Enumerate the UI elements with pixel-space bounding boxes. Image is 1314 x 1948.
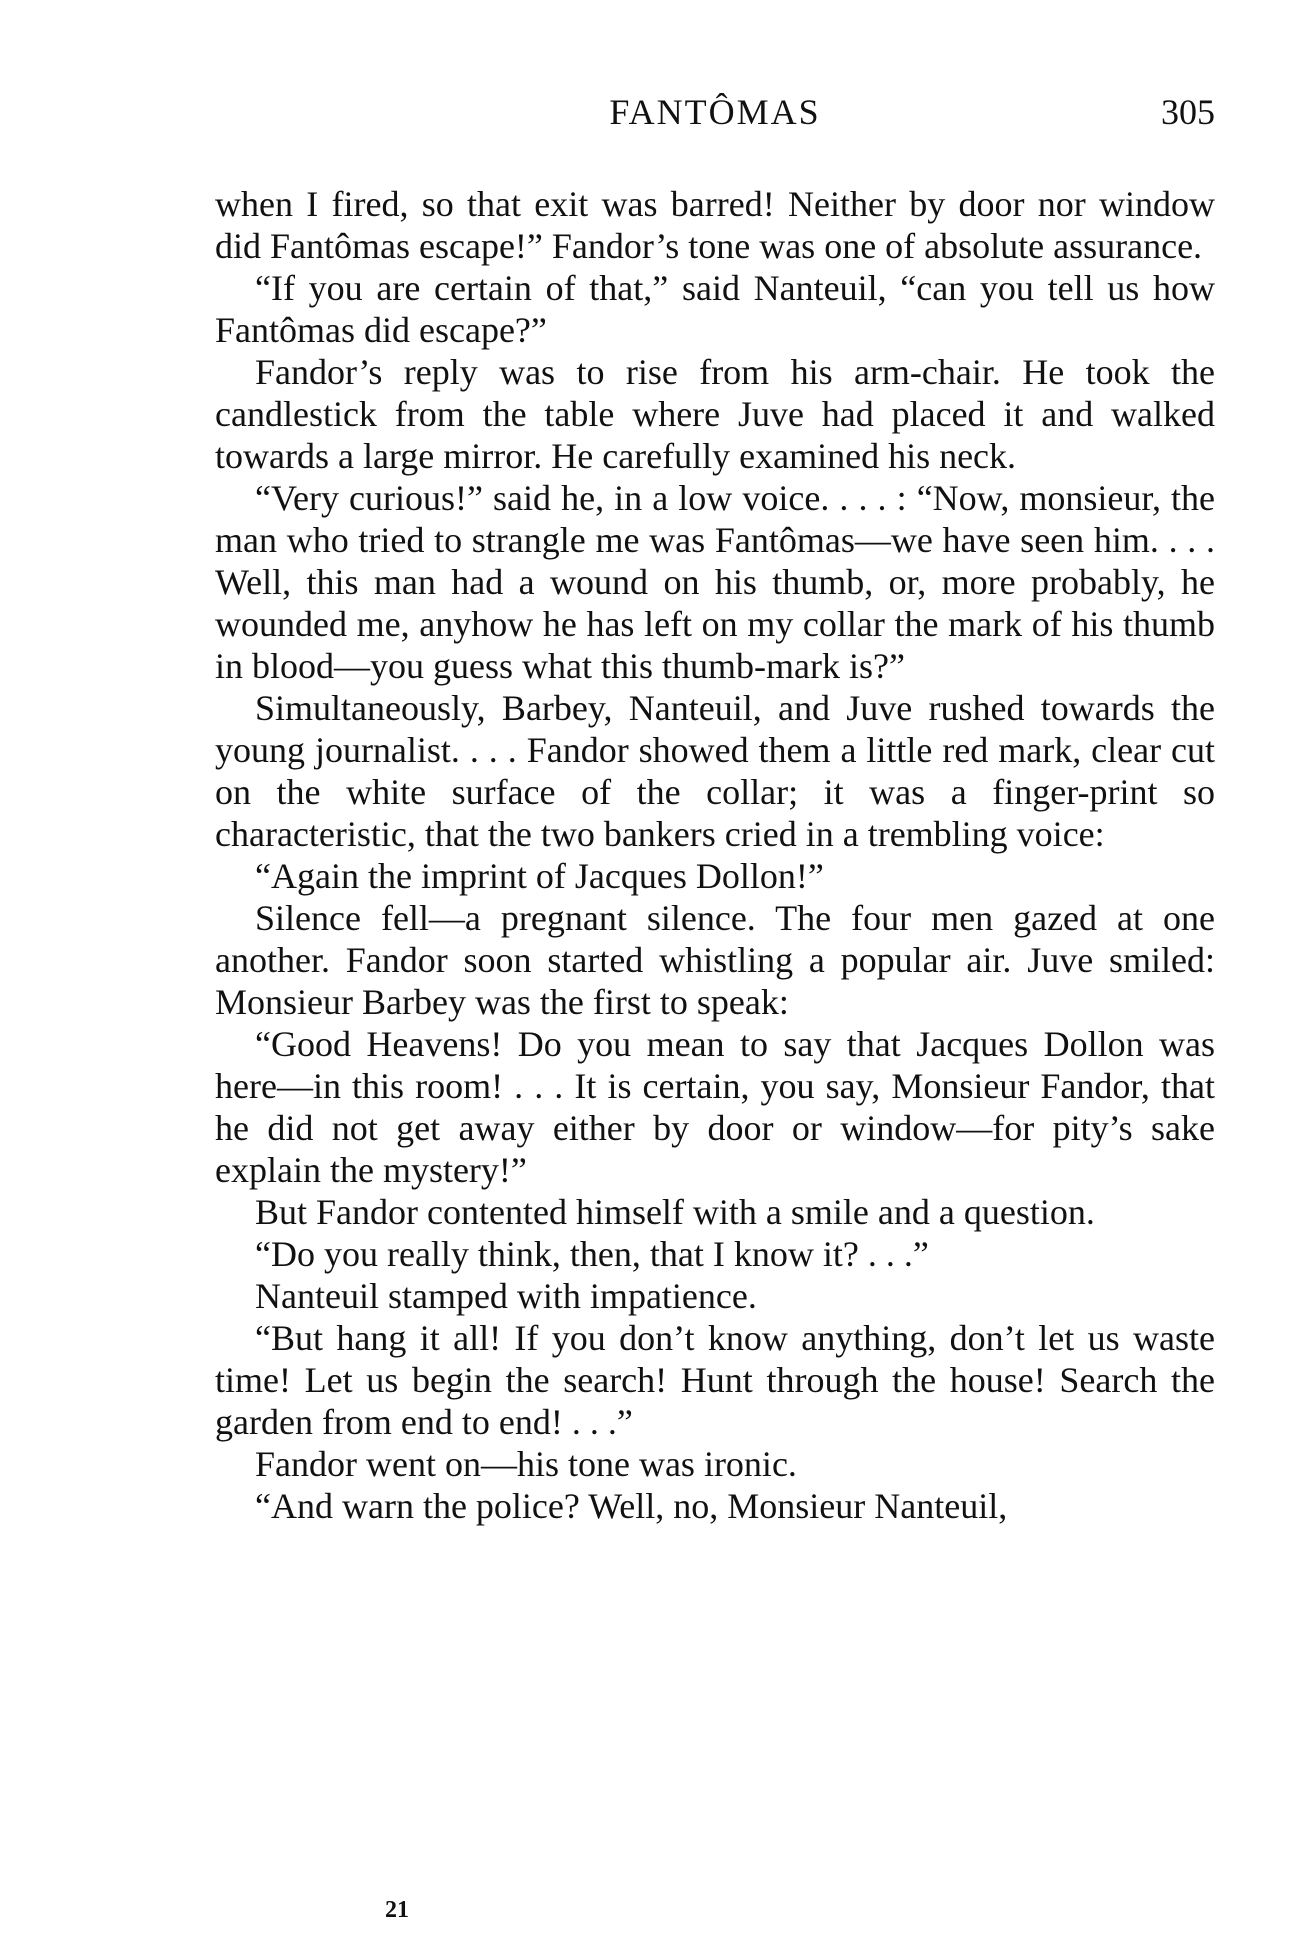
paragraph: “Do you really think, then, that I know it? . . .” — [255, 1234, 929, 1274]
body-text — [215, 183, 1215, 1527]
paragraph: Fandor’s reply was to rise from his arm-chair. He took the candlestick from the table where Juve had placed it and walked towards a large mirror. He carefully examined his neck. — [215, 352, 1215, 476]
signature-mark: 21 — [385, 1897, 409, 1923]
page-number: 305 — [1161, 92, 1215, 132]
paragraph: when I fired, so that exit was barred! Neither by door nor window did Fantômas escape!” Fandor’s tone was one of absolute assurance. — [215, 184, 1215, 266]
running-title: FANTÔMAS — [609, 92, 821, 132]
running-head — [215, 82, 1215, 142]
paragraph: “But hang it all! If you don’t know anything, don’t let us waste time! Let us begin the search! Hunt through the house! Search the garden from end to end! . . .” — [215, 1318, 1215, 1442]
paragraph: Simultaneously, Barbey, Nanteuil, and Juve rushed towards the young journalist. . . . Fandor showed them a little red mark, clear cut on the white surface of the collar; it was a finger-print so characteristic, that the two bankers cried in a trembling voice: — [215, 688, 1215, 854]
paragraph: Silence fell—a pregnant silence. The four men gazed at one another. Fandor soon started whistling a popular air. Juve smiled: Monsieur Barbey was the first to speak: — [215, 898, 1215, 1022]
paragraph: “Good Heavens! Do you mean to say that Jacques Dollon was here—in this room! . . . It is certain, you say, Monsieur Fandor, that he did not get away either by door or window—for pity’s sake explain the mystery!” — [215, 1024, 1215, 1190]
paragraph: “Very curious!” said he, in a low voice. . . . : “Now, monsieur, the man who tried to strangle me was Fantômas—we have seen him. . . . Well, this man had a wound on his thumb, or, more probably, he wounded me, anyhow he has left on my collar the mark of his thumb in blood—you guess what this thumb-mark is?” — [215, 478, 1215, 686]
paragraph: Nanteuil stamped with impatience. — [255, 1276, 757, 1316]
paragraph: Fandor went on—his tone was ironic. — [255, 1444, 797, 1484]
paragraph: “If you are certain of that,” said Nanteuil, “can you tell us how Fantômas did escape?” — [215, 268, 1215, 350]
paragraph: But Fandor contented himself with a smile and a question. — [255, 1192, 1095, 1232]
paragraph: “And warn the police? Well, no, Monsieur Nanteuil, — [255, 1486, 1008, 1526]
paragraph: “Again the imprint of Jacques Dollon!” — [255, 856, 824, 896]
